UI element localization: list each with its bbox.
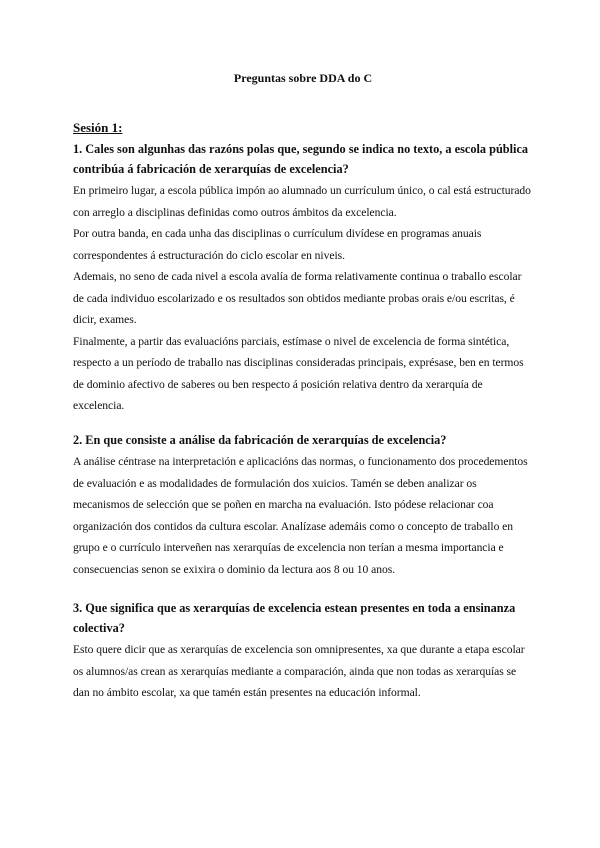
answer-1-paragraph-3: Ademais, no seno de cada nivel a escola avalía de forma relativamente continua o traballo escolar de cada individuo escolarizado e os resultados son obtidos mediante probas orais e/ou escritas, é dicir, exames.	[73, 270, 522, 326]
question-3: 3. Que significa que as xerarquías de excelencia estean presentes en toda a ensinanza colectiva?	[73, 601, 516, 635]
answer-1-paragraph-4: Finalmente, a partir das evaluacións parciais, estímase o nivel de excelencia de forma sintética, respecto a un período de traballo nas disciplinas consideradas principais, exprésase, ben en termos de dominio afectivo de saberes ou ben respecto á posición relativa dentro da xerarquía de excelencia.	[73, 334, 524, 412]
session-heading: Sesión 1:	[73, 120, 123, 135]
answer-3-paragraph-1: Esto quere dicir que as xerarquías de excelencia son omnipresentes, xa que durante a etapa escolar os alumnos/as crean as xerarquías mediante a comparación, ainda que non todas as xerarquías se dan no ámbito escolar, xa que tamén están presentes na educación informal.	[73, 643, 525, 699]
question-2: 2. En que consiste a análise da fabricación de xerarquías de excelencia?	[73, 433, 447, 447]
section-1	[73, 139, 533, 417]
answer-2-paragraph-1: A análise céntrase na interpretación e aplicacións das normas, o funcionamento dos procedementos de evaluación e as modalidades de formulación dos xuicios. Tamén se deben analizar os mecanismos de selección que se poñen en marcha na evaluación. Isto pódese relacionar coa organización dos contidos da cultura escolar. Analízase ademáis como o concepto de traballo en grupo e o currículo interveñen nas xerarquías de excelencia non terían a mesma importancia e consecuencias senon se exixira o dominio da lectura aos 8 ou 10 anos.	[73, 455, 528, 576]
section-2	[73, 430, 533, 580]
section-3	[73, 598, 533, 704]
answer-1-paragraph-2: Por outra banda, en cada unha das disciplinas o currículum divídese en programas anuais correspondentes á estructuración do ciclo escolar en niveis.	[73, 227, 482, 262]
document-title: Preguntas sobre DDA do C	[233, 71, 373, 85]
answer-1-paragraph-1: En primeiro lugar, a escola pública impón ao alumnado un currículum único, o cal está estructurado con arreglo a disciplinas definidas como outros ámbitos da excelencia.	[73, 184, 531, 219]
question-1: 1. Cales son algunhas das razóns polas que, segundo se indica no texto, a escola pública contribúa á fabricación de xerarquías de excelencia?	[73, 142, 529, 176]
